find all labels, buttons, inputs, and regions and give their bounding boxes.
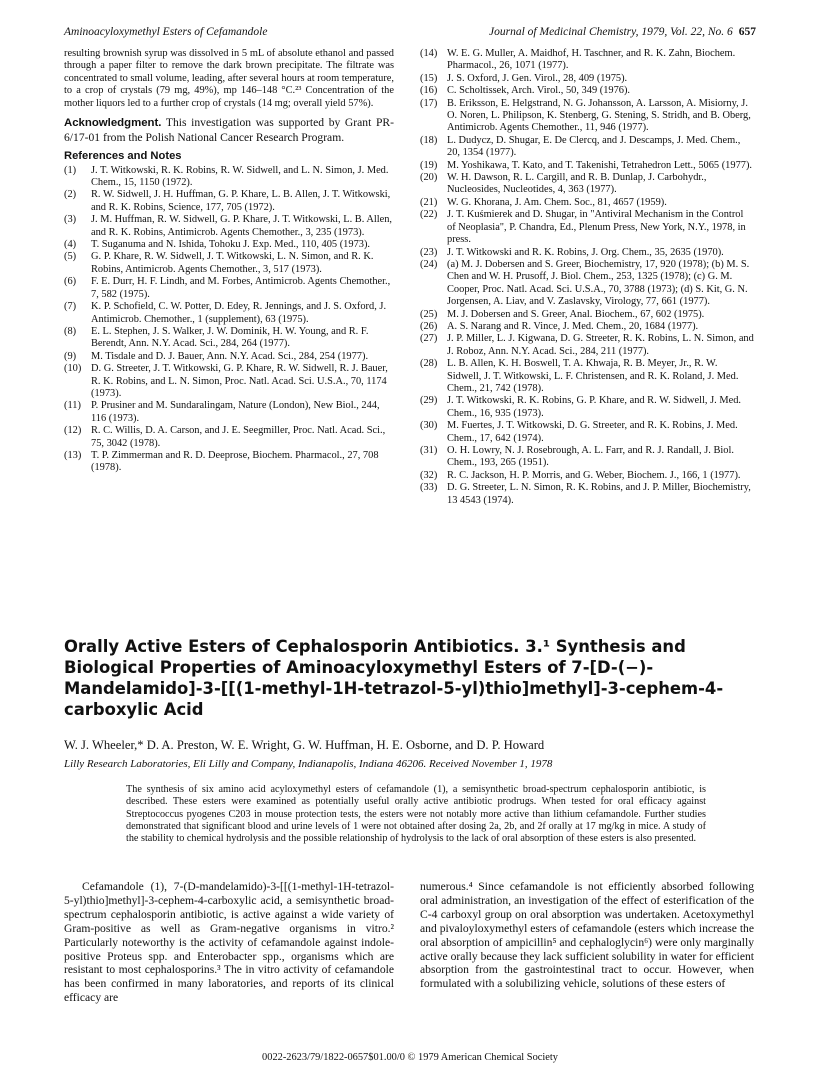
reference-number: (6) [64,276,77,288]
reference-item [64,189,394,214]
reference-item [420,85,754,97]
reference-number: (23) [420,246,438,258]
reference-number: (33) [420,482,438,494]
copyright-footer: 0022-2623/79/1822-0657$01.00/0 © 1979 American Chemical Society [262,1052,558,1063]
reference-number: (11) [64,400,81,412]
reference-text: R. C. Jackson, H. P. Morris, and G. Weber, Biochem. J., 166, 1 (1977). [447,469,741,481]
running-header [64,26,756,42]
reference-number: (28) [420,358,438,370]
reference-text: D. G. Streeter, L. N. Simon, R. K. Robins, and J. P. Miller, Biochemistry, 13 4543 (1974). [447,482,751,506]
reference-item [420,482,754,507]
reference-text: J. T. Witkowski, R. K. Robins, R. W. Sidwell, and L. N. Simon, J. Med. Chem., 15, 1150 (1972). [91,164,389,189]
reference-text: T. Suganuma and N. Ishida, Tohoku J. Exp. Med., 110, 405 (1973). [91,239,371,251]
reference-number: (4) [64,239,77,251]
reference-number: (5) [64,251,77,263]
reference-item [64,425,394,450]
closing-paragraph: resulting brownish syrup was dissolved in 5 mL of absolute ethanol and passed through a paper filter to remove the dark brown precipitate. The filtrate was concentrated to small volume, leading, after several hours at room temperature, to a crop of crystals (79 mg, 49%), mp 146–148 °C.²³ Concentration of the mother liquors led to a further crop of crystals (14 mg; overall yield 57%). [64,48,394,109]
reference-text: E. L. Stephen, J. S. Walker, J. W. Dominik, H. W. Young, and R. F. Berendt, Ann. N.Y. Acad. Sci., 284, 264 (1977). [91,325,369,350]
references-list-left [64,165,394,475]
reference-text: J. S. Oxford, J. Gen. Virol., 28, 409 (1975). [447,72,628,84]
reference-number: (13) [64,449,82,461]
reference-text: W. H. Dawson, R. L. Cargill, and R. B. Dunlap, J. Carbohydr., Nucleosides, Nucleotides, 4, 363 (1977). [447,172,707,196]
reference-number: (32) [420,469,438,481]
reference-number: (10) [64,363,82,375]
reference-text: M. Fuertes, J. T. Witkowski, D. G. Streeter, and R. K. Robins, J. Med. Chem., 17, 642 (1974). [447,420,738,444]
reference-text: J. M. Huffman, R. W. Sidwell, G. P. Khare, J. T. Witkowski, L. B. Allen, and R. K. Robins, Antimicrob. Agents Chemother., 3, 235 (1973). [91,214,393,238]
reference-item [420,321,754,333]
reference-item [64,165,394,190]
reference-number: (2) [64,189,77,201]
reference-item [420,73,754,85]
reference-text: W. E. G. Muller, A. Maidhof, H. Taschner, and R. K. Zahn, Biochem. Pharmacol., 26, 1071 (1977). [447,48,736,72]
reference-text: W. G. Khorana, J. Am. Chem. Soc., 81, 4657 (1959). [447,196,667,208]
reference-item [420,48,754,73]
reference-number: (14) [420,48,438,59]
reference-number: (12) [64,425,82,437]
reference-number: (15) [420,72,438,84]
references-list-right [420,48,754,507]
reference-text: C. Scholtissek, Arch. Virol., 50, 349 (1976). [447,85,631,97]
reference-number: (24) [420,258,438,270]
reference-text: M. J. Dobersen and S. Greer, Anal. Biochem., 67, 602 (1975). [447,308,705,320]
reference-number: (18) [420,134,438,146]
reference-item [420,135,754,160]
reference-item [420,247,754,259]
reference-item [420,395,754,420]
reference-item [420,172,754,197]
reference-item [64,251,394,276]
reference-number: (9) [64,350,77,362]
reference-text: L. Dudycz, D. Shugar, E. De Clercq, and J. Descamps, J. Med. Chem., 20, 1354 (1977). [447,134,741,159]
acknowledgment-text: This investigation was supported by Grant PR-6/17-01 from the Polish National Cancer Research Program. [64,116,394,144]
reference-item [420,160,754,172]
reference-text: D. G. Streeter, J. T. Witkowski, G. P. Khare, R. W. Sidwell, R. J. Bauer, R. K. Robins, and L. N. Simon, Proc. Natl. Acad. Sci. U.S.A., 70, 1174 (1973). [91,363,388,399]
reference-item [64,301,394,326]
references-heading: References and Notes [64,150,182,163]
reference-item [420,309,754,321]
reference-number: (3) [64,214,77,226]
reference-number: (30) [420,420,438,432]
reference-text: R. W. Sidwell, J. H. Huffman, G. P. Khare, L. B. Allen, J. T. Witkowski, and R. K. Robins, Science, 177, 705 (1972). [91,189,391,213]
body-right-column: numerous.⁴ Since cefamandole is not efficiently absorbed following oral administration, an investigation of the effect of esterification of the C-4 carboxyl group on oral absorption was undertaken. Acetoxymethyl and pivaloyloxymethyl esters of cefamandole (esters which increase the oral absorption of ampicillin⁵ and cephaloglycin⁶) were only marginally active orally because they lack sufficient solubility in water for efficient absorption from the gastrointestinal tract to occur. However, when formulated with a solubilizing vehicle, solutions of these esters of [420,880,754,991]
reference-item [420,259,754,309]
reference-text: P. Prusiner and M. Sundaralingam, Nature (London), New Biol., 244, 116 (1973). [91,400,380,424]
reference-number: (1) [64,164,77,176]
reference-text: T. P. Zimmerman and R. D. Deeprose, Biochem. Pharmacol., 27, 708 (1978). [91,449,379,474]
reference-text: J. T. Witkowski and R. K. Robins, J. Org. Chem., 35, 2635 (1970). [447,246,724,258]
reference-text: F. E. Durr, H. F. Lindh, and M. Forbes, Antimicrob. Agents Chemother., 7, 582 (1975). [91,276,391,300]
reference-item [420,470,754,482]
reference-item [64,214,394,239]
reference-item [420,445,754,470]
reference-number: (17) [420,97,438,109]
reference-text: K. P. Schofield, C. W. Potter, D. Edey, R. Jennings, and J. S. Oxford, J. Antimicrob. Chemother., 1 (supplement), 63 (1975). [91,301,387,325]
reference-item [64,400,394,425]
reference-item [420,98,754,135]
reference-item [64,351,394,363]
reference-text: J. T. Kuśmierek and D. Shugar, in "Antiviral Mechanism in the Control of Neoplasia", P. Chandra, Ed., Plenum Press, New York, N.Y., 1978, in press. [447,209,746,246]
article-affiliation: Lilly Research Laboratories, Eli Lilly and Company, Indianapolis, Indiana 46206. Received November 1, 1978 [64,758,553,770]
acknowledgment-title: Acknowledgment. [64,117,162,130]
body-left-column: Cefamandole (1), 7-(D-mandelamido)-3-[[(1-methyl-1H-tetrazol-5-yl)thio]methyl]-3-cephem-4-carboxylic acid, a semisynthetic broad-spectrum cephalosporin antibiotic, is active against a wide variety of Gram-positive as well as Gram-negative organisms in vitro.² Particularly noteworthy is the activity of cefamandole against indole-positive Proteus spp. and Enterobacter spp., organisms which are resistant to most cephalosporins.³ The in vitro activity of cefamandole has been confirmed in many laboratories, and reports of its clinical efficacy are [64,880,394,1005]
reference-item [64,239,394,251]
reference-text: A. S. Narang and R. Vince, J. Med. Chem., 20, 1684 (1977). [447,320,699,332]
reference-item [64,326,394,351]
reference-text: B. Eriksson, E. Helgstrand, N. G. Johansson, A. Larsson, A. Misiorny, J. O. Noren, L. Philipson, K. Stenberg, G. Stening, S. Stridh, and B. Oberg, Antimicrob. Agents Chemother., 11, 946 (1977). [447,97,751,134]
reference-item [420,358,754,395]
article-authors: W. J. Wheeler,* D. A. Preston, W. E. Wright, G. W. Huffman, H. E. Osborne, and D. P. Howard [64,738,545,752]
acknowledgment [64,116,394,144]
reference-text: R. C. Willis, D. A. Carson, and J. E. Seegmiller, Proc. Natl. Acad. Sci., 75, 3042 (1978). [91,425,386,449]
journal-citation: Journal of Medicinal Chemistry, 1979, Vol. 22, No. 6 657 [489,26,756,38]
page-number: 657 [738,26,756,38]
reference-number: (29) [420,395,438,407]
reference-item [64,276,394,301]
reference-number: (31) [420,445,438,456]
reference-number: (16) [420,85,438,97]
reference-text: J. T. Witkowski, R. K. Robins, G. P. Khare, and R. W. Sidwell, J. Med. Chem., 16, 935 (1973). [447,395,741,419]
reference-item [420,420,754,445]
reference-text: M. Tisdale and D. J. Bauer, Ann. N.Y. Acad. Sci., 284, 254 (1977). [91,350,369,362]
reference-item [420,333,754,358]
reference-item [420,197,754,209]
reference-number: (20) [420,172,438,184]
reference-text: (a) M. J. Dobersen and S. Greer, Biochemistry, 17, 920 (1978); (b) M. S. Chen and W. H. Prusoff, J. Biol. Chem., 253, 1325 (1978); (c) G. M. Cooper, Proc. Natl. Acad. Sci. U.S.A., 70, 3788 (1973); (d) S. Kit, G. N. Jorgensen, A. Liav, and V. Zaslavsky, Virology, 77, 661 (1977). [447,258,750,308]
previous-article-left-column [64,48,394,475]
reference-number: (8) [64,325,77,337]
reference-number: (26) [420,320,438,332]
reference-number: (25) [420,308,438,320]
reference-item [64,363,394,400]
article-abstract: The synthesis of six amino acid acyloxymethyl esters of cefamandole (1), a semisynthetic broad-spectrum cephalosporin antibiotic, is described. These esters were examined as potentially useful orally active antibiotic prodrugs. When tested for oral efficacy against Streptococcus pyogenes C203 in mouse protection tests, the esters were not notably more active than lithium cefamandole. Further studies demonstrated that significant blood and urine levels of 1 were not obtained after dosing 2a, 2b, and 2f orally at 17 mg/kg in mice. A study of the stability to chemical hydrolysis and the possible relationship of hydrolysis to the lack of oral absorption of these esters is also presented. [126,784,706,845]
reference-text: J. P. Miller, L. J. Kigwana, D. G. Streeter, R. K. Robins, L. N. Simon, and J. Roboz, Ann. N.Y. Acad. Sci., 284, 211 (1977). [447,333,754,357]
reference-text: L. B. Allen, K. H. Boswell, T. A. Khwaja, R. B. Meyer, Jr., R. W. Sidwell, J. T. Witkowski, L. F. Christensen, and R. K. Roland, J. Med. Chem., 21, 742 (1978). [447,358,739,394]
previous-article-right-column [420,48,754,507]
reference-number: (19) [420,159,438,171]
reference-item [64,450,394,475]
reference-number: (22) [420,209,438,221]
reference-text: O. H. Lowry, N. J. Rosebrough, A. L. Farr, and R. J. Randall, J. Biol. Chem., 193, 265 (1951). [447,445,734,469]
reference-number: (27) [420,333,438,345]
running-title: Aminoacyloxymethyl Esters of Cefamandole [64,26,268,38]
reference-item [420,209,754,246]
reference-number: (21) [420,196,438,208]
reference-text: G. P. Khare, R. W. Sidwell, J. T. Witkowski, L. N. Simon, and R. K. Robins, Antimicrob. Agents Chemother., 3, 517 (1973). [91,251,374,275]
article-title: Orally Active Esters of Cephalosporin Antibiotics. 3.¹ Synthesis and Biological Properties of Aminoacyloxymethyl Esters of 7-[D-(−)-Mandelamido]-3-[[(1-methyl-1H-tetrazol-5-yl)thio]methyl]-3-cephem-4-carboxylic Acid [64,637,724,719]
reference-number: (7) [64,301,77,313]
reference-text: M. Yoshikawa, T. Kato, and T. Takenishi, Tetrahedron Lett., 5065 (1977). [447,159,753,171]
